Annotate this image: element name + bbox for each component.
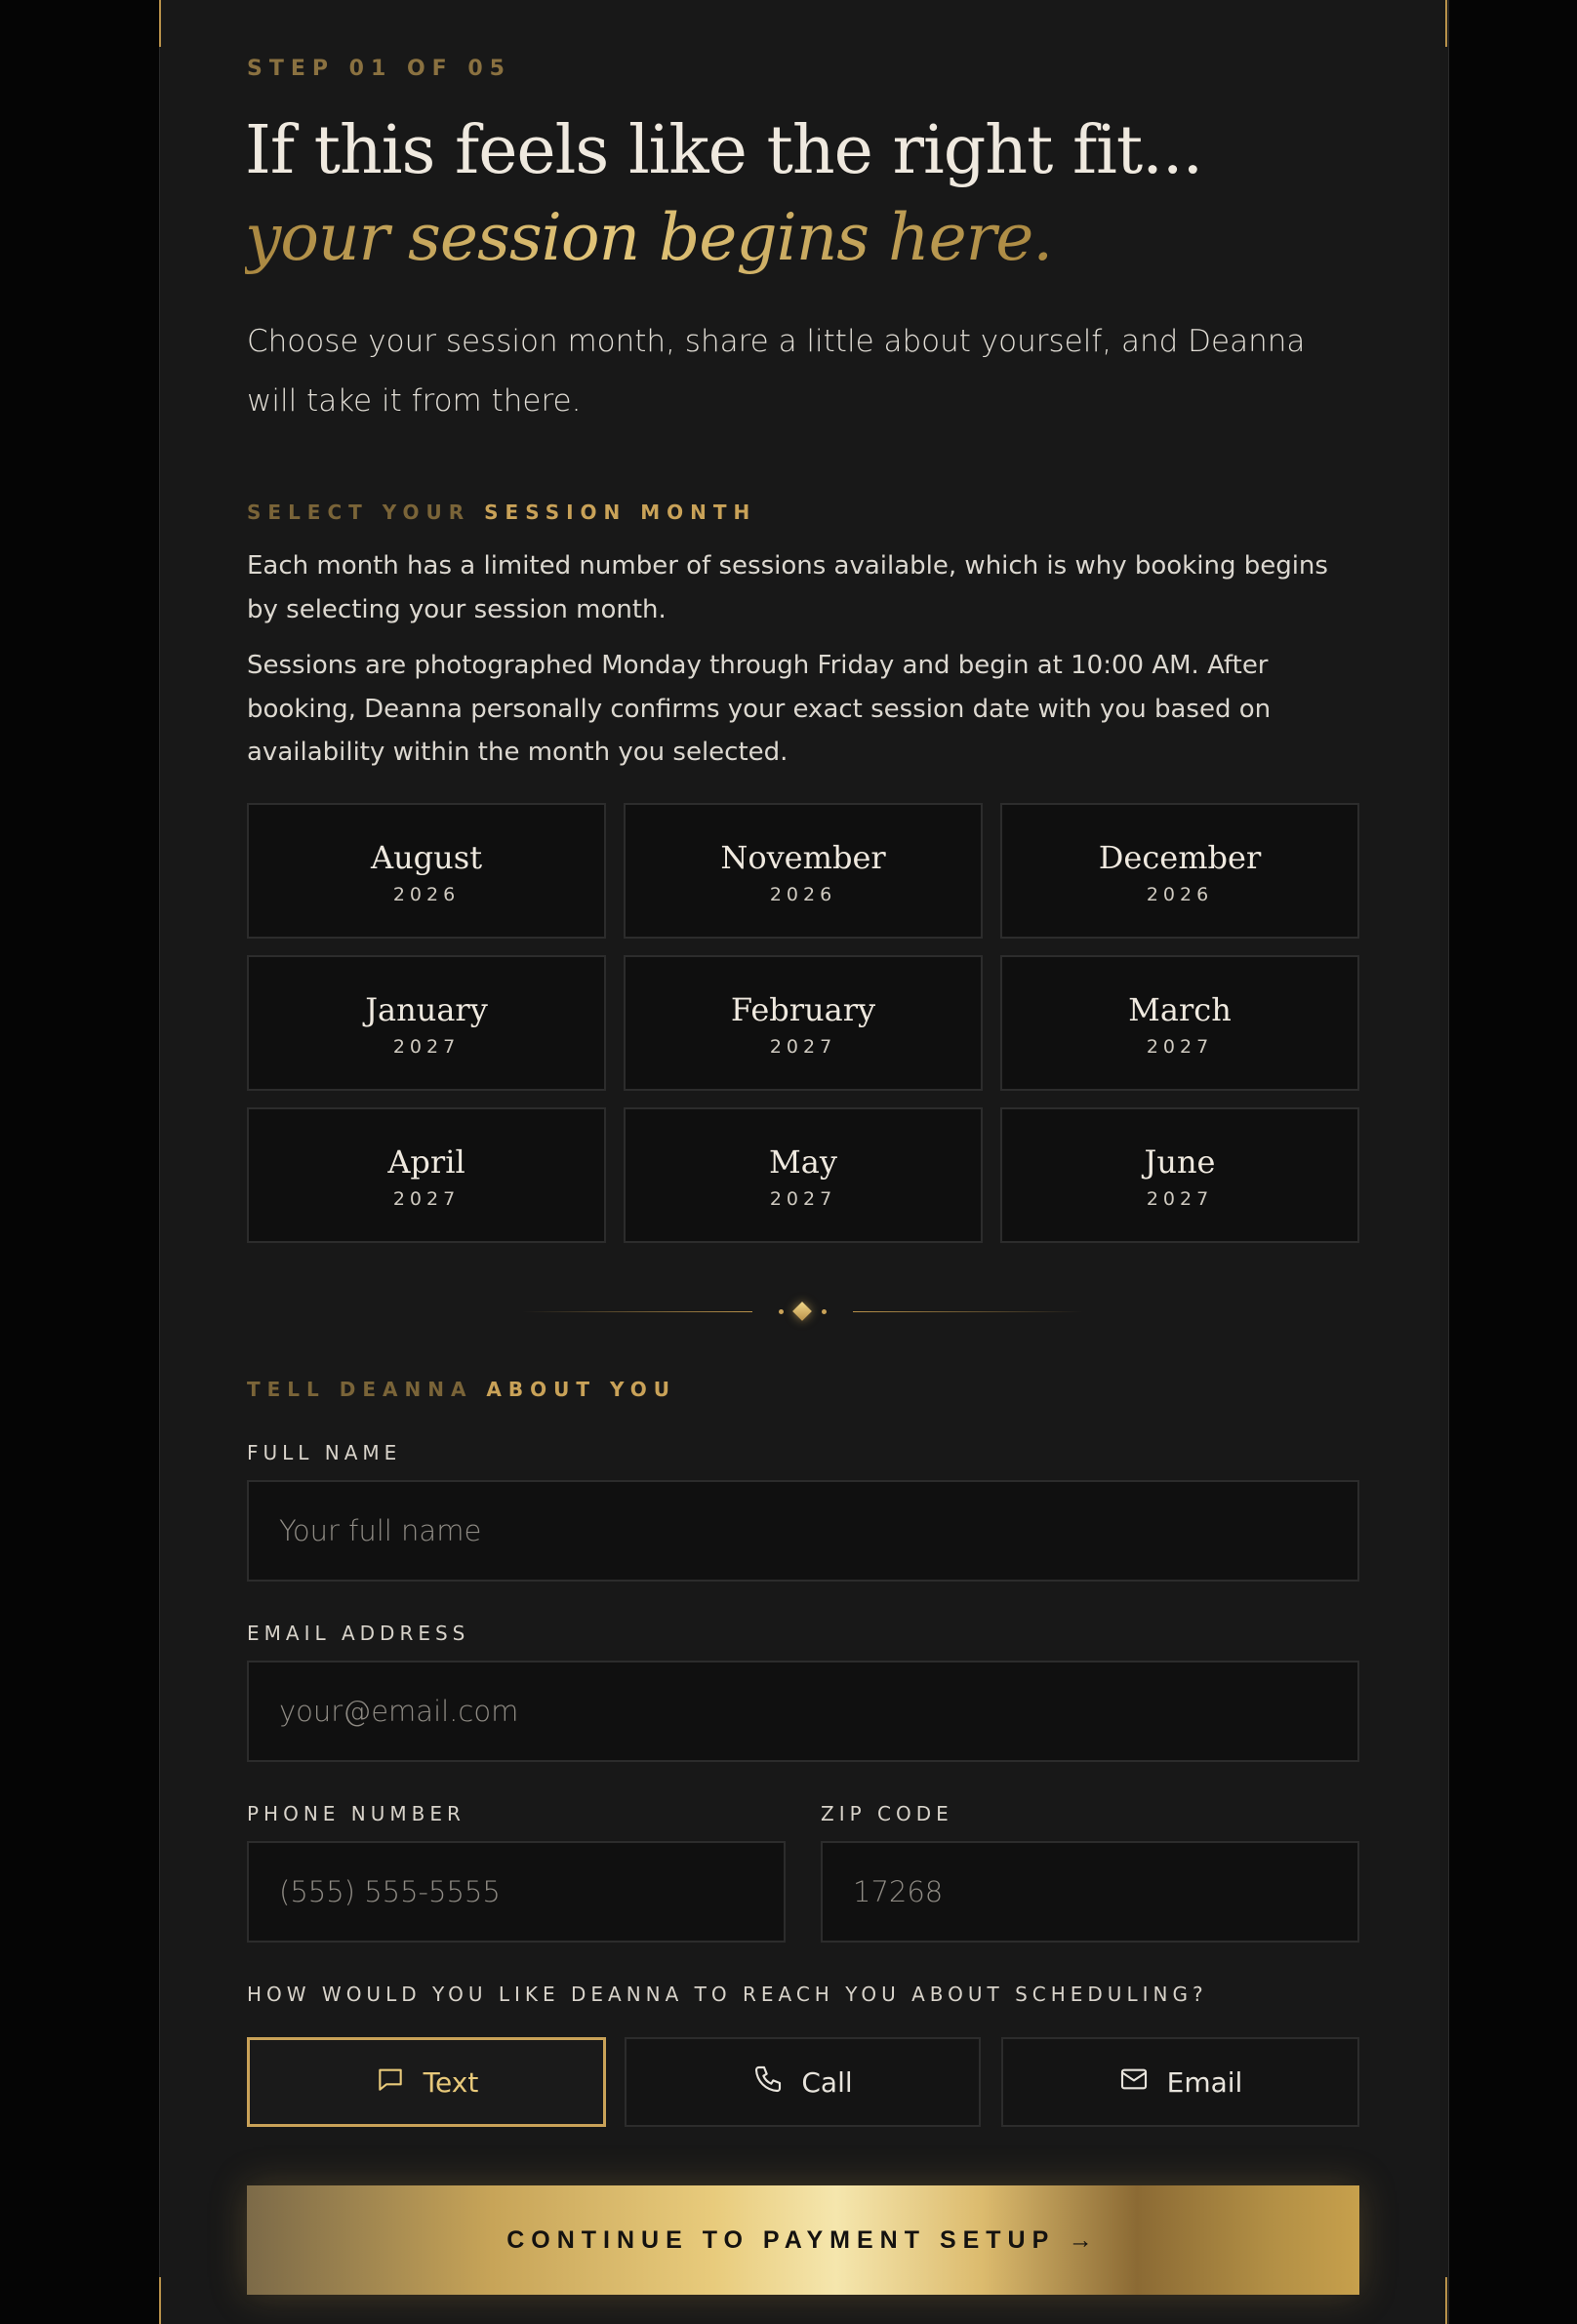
month-year: 2027 [1146, 1035, 1214, 1058]
month-option-february-2027[interactable] [624, 955, 983, 1091]
month-name: February [730, 990, 876, 1028]
divider-line-right [853, 1311, 1083, 1312]
email-label: EMAIL ADDRESS [247, 1622, 470, 1645]
panel-edge-accent-right [1445, 0, 1447, 47]
month-year: 2026 [1146, 883, 1214, 905]
phone-input[interactable] [247, 1841, 786, 1943]
panel-edge-accent-right-bottom [1445, 2277, 1447, 2324]
email-input[interactable] [247, 1661, 1359, 1762]
divider-line-left [522, 1311, 752, 1312]
contact-preference-label: HOW WOULD YOU LIKE DEANNA TO REACH YOU ABOUT SCHEDULING? [247, 1983, 1208, 2006]
month-name: November [720, 838, 886, 876]
month-year: 2027 [392, 1187, 461, 1210]
month-option-june-2027[interactable] [1000, 1107, 1359, 1243]
about-section-label-bright: ABOUT YOU [486, 1378, 677, 1401]
month-year: 2026 [769, 883, 837, 905]
contact-option-text[interactable] [247, 2037, 606, 2127]
month-option-april-2027[interactable] [247, 1107, 606, 1243]
month-section-description: Each month has a limited number of sessions available, which is why booking begins by selecting your session month. [247, 551, 1328, 624]
diamond-icon [792, 1302, 812, 1321]
month-name: April [387, 1142, 465, 1181]
divider-dot-right [822, 1309, 827, 1314]
full-name-input[interactable] [247, 1480, 1359, 1582]
month-year: 2026 [392, 883, 461, 905]
month-name: March [1128, 990, 1232, 1028]
mail-icon [1118, 2064, 1150, 2102]
step-indicator: STEP 01 OF 05 [247, 57, 511, 81]
month-section-label [247, 501, 756, 524]
month-grid [247, 803, 1359, 1243]
contact-option-label: Email [1166, 2065, 1243, 2099]
month-option-august-2026[interactable] [247, 803, 606, 939]
contact-option-email[interactable] [1001, 2037, 1359, 2127]
month-name: August [370, 838, 483, 876]
divider-dot-left [779, 1309, 784, 1314]
month-option-may-2027[interactable] [624, 1107, 983, 1243]
month-name: January [365, 990, 488, 1028]
month-option-march-2027[interactable] [1000, 955, 1359, 1091]
ornament-divider [522, 1303, 1083, 1321]
month-year: 2027 [392, 1035, 461, 1058]
about-section-label [247, 1378, 676, 1401]
message-icon [375, 2064, 406, 2102]
month-year: 2027 [1146, 1187, 1214, 1210]
month-section-schedule-note: Sessions are photographed Monday through Friday and begin at 10:00 AM. After booking, Deanna personally confirms your exact session date with you based on availability within the month you selected. [247, 651, 1272, 767]
month-name: June [1144, 1142, 1216, 1181]
month-option-january-2027[interactable] [247, 955, 606, 1091]
panel-edge-accent-left [159, 0, 161, 47]
month-section-label-dim: SELECT YOUR [247, 501, 485, 524]
intro-text: Choose your session month, share a little about yourself, and Deanna will take it from there. [247, 324, 1306, 419]
continue-to-payment-button[interactable]: CONTINUE TO PAYMENT SETUP → [247, 2185, 1359, 2295]
contact-option-call[interactable] [625, 2037, 981, 2127]
full-name-label: FULL NAME [247, 1441, 402, 1464]
contact-option-label: Text [423, 2065, 479, 2099]
panel-edge-accent-left-bottom [159, 2277, 161, 2324]
month-option-november-2026[interactable] [624, 803, 983, 939]
phone-icon [752, 2064, 784, 2102]
contact-option-label: Call [801, 2065, 853, 2099]
month-name: December [1098, 838, 1262, 876]
month-option-december-2026[interactable] [1000, 803, 1359, 939]
month-section-label-bright: SESSION MONTH [484, 501, 757, 524]
page-title: If this feels like the right fit... [245, 112, 1203, 189]
zip-label: ZIP CODE [821, 1802, 953, 1825]
phone-label: PHONE NUMBER [247, 1802, 465, 1825]
month-name: May [769, 1142, 837, 1181]
about-section-label-dim: TELL DEANNA [247, 1378, 487, 1401]
zip-input[interactable] [821, 1841, 1359, 1943]
page-subtitle: your session begins here. [245, 200, 1053, 275]
month-year: 2027 [769, 1187, 837, 1210]
month-year: 2027 [769, 1035, 837, 1058]
